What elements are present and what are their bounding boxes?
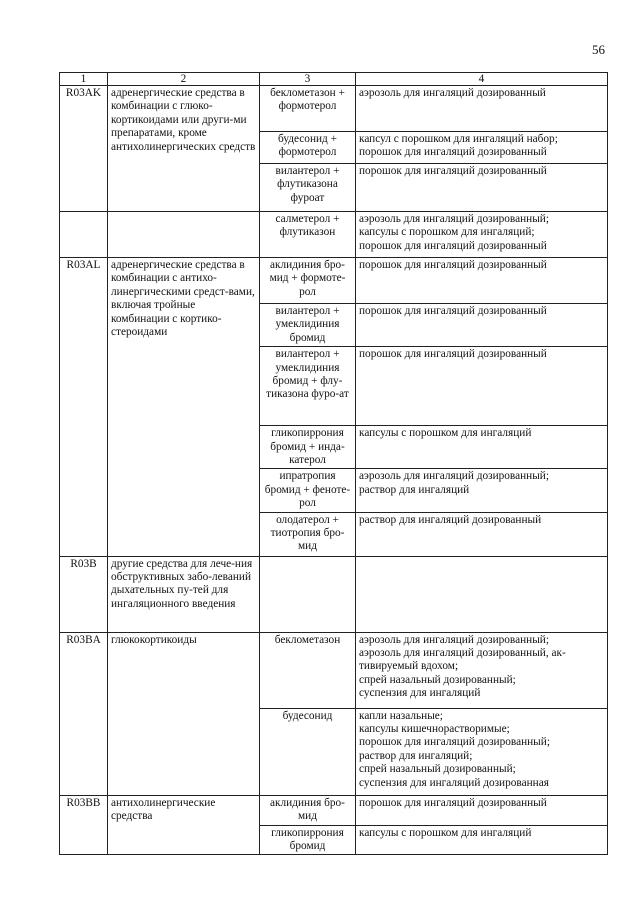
group-description-cell: глюкокортикоиды [108,632,260,795]
substance-cell: олодатерол + тиотропия бро-мид [260,512,356,556]
page-number: 56 [592,42,605,57]
substance-cell: беклометазон + формотерол [260,86,356,132]
dosage-forms-cell: капсул с порошком для ингаляций набор; порошок для ингаляций дозированный [356,132,608,164]
table-body [60,86,608,855]
dosage-forms-cell [356,556,608,632]
dosage-forms-cell: порошок для ингаляций дозированный [356,258,608,304]
dosage-forms-cell: аэрозоль для ингаляций дозированный; аэрозоль для ингаляций дозированный, ак-тивируемый вдохом; спрей назальный дозированный; суспензия для ингаляций [356,632,608,708]
dosage-forms-cell: аэрозоль для ингаляций дозированный; раствор для ингаляций [356,469,608,512]
substance-cell: будесонид [260,708,356,795]
substance-cell: ипратропия бромид + феноте-рол [260,469,356,512]
substance-cell [260,556,356,632]
atc-code-cell: R03BB [60,795,108,855]
substance-cell: гликопиррония бромид [260,825,356,855]
substance-cell: гликопиррония бромид + инда-катерол [260,426,356,469]
dosage-forms-cell: порошок для ингаляций дозированный [356,164,608,212]
dosage-forms-cell: аэрозоль для ингаляций дозированный [356,86,608,132]
atc-code-cell: R03AK [60,86,108,212]
substance-cell: будесонид + формотерол [260,132,356,164]
dosage-forms-cell: капсулы с порошком для ингаляций [356,825,608,855]
group-description-cell: другие средства для лече-ния обструктивных забо-леваний дыхательных пу-тей для ингаляционного введения [108,556,260,632]
substance-cell: аклидиния бро-мид [260,795,356,825]
dosage-forms-cell: раствор для ингаляций дозированный [356,512,608,556]
substance-cell: вилантерол + умеклидиния бромид [260,304,356,347]
substance-cell: беклометазон [260,632,356,708]
table-row [60,212,608,258]
group-description-cell [108,212,260,258]
header-cell-1: 1 [60,73,108,86]
header-row [60,73,608,86]
dosage-forms-cell: порошок для ингаляций дозированный [356,347,608,426]
dosage-forms-cell: порошок для ингаляций дозированный [356,304,608,347]
substance-cell: вилантерол + флутиказона фуроат [260,164,356,212]
dosage-forms-cell: аэрозоль для ингаляций дозированный; капсулы с порошком для ингаляций; порошок для ингаляций дозированный [356,212,608,258]
group-description-cell: адренергические средства в комбинации с глюко-кортикоидами или други-ми препаратами, кроме антихолинергических средств [108,86,260,212]
table-row [60,258,608,304]
dosage-forms-cell: капли назальные; капсулы кишечнорастворимые; порошок для ингаляций дозированный; раствор для ингаляций; спрей назальный дозированный; суспензия для ингаляций дозированная [356,708,608,795]
atc-code-cell: R03BA [60,632,108,795]
group-description-cell: адренергические средства в комбинации с антихо-линергическими средст-вами, включая тройные комбинации с кортико-стероидами [108,258,260,557]
substance-cell: вилантерол + умеклидиния бромид + флу-тиказона фуро-ат [260,347,356,426]
table-row [60,86,608,132]
table-row [60,632,608,708]
atc-code-cell: R03B [60,556,108,632]
table-row [60,556,608,632]
dosage-forms-cell: капсулы с порошком для ингаляций [356,426,608,469]
substance-cell: аклидиния бро-мид + формоте-рол [260,258,356,304]
table-row [60,795,608,825]
atc-code-cell [60,212,108,258]
header-cell-2: 2 [108,73,260,86]
dosage-forms-cell: порошок для ингаляций дозированный [356,795,608,825]
drug-table [59,72,608,855]
header-cell-3: 3 [260,73,356,86]
atc-code-cell: R03AL [60,258,108,557]
group-description-cell: антихолинергические средства [108,795,260,855]
header-cell-4: 4 [356,73,608,86]
substance-cell: салметерол + флутиказон [260,212,356,258]
